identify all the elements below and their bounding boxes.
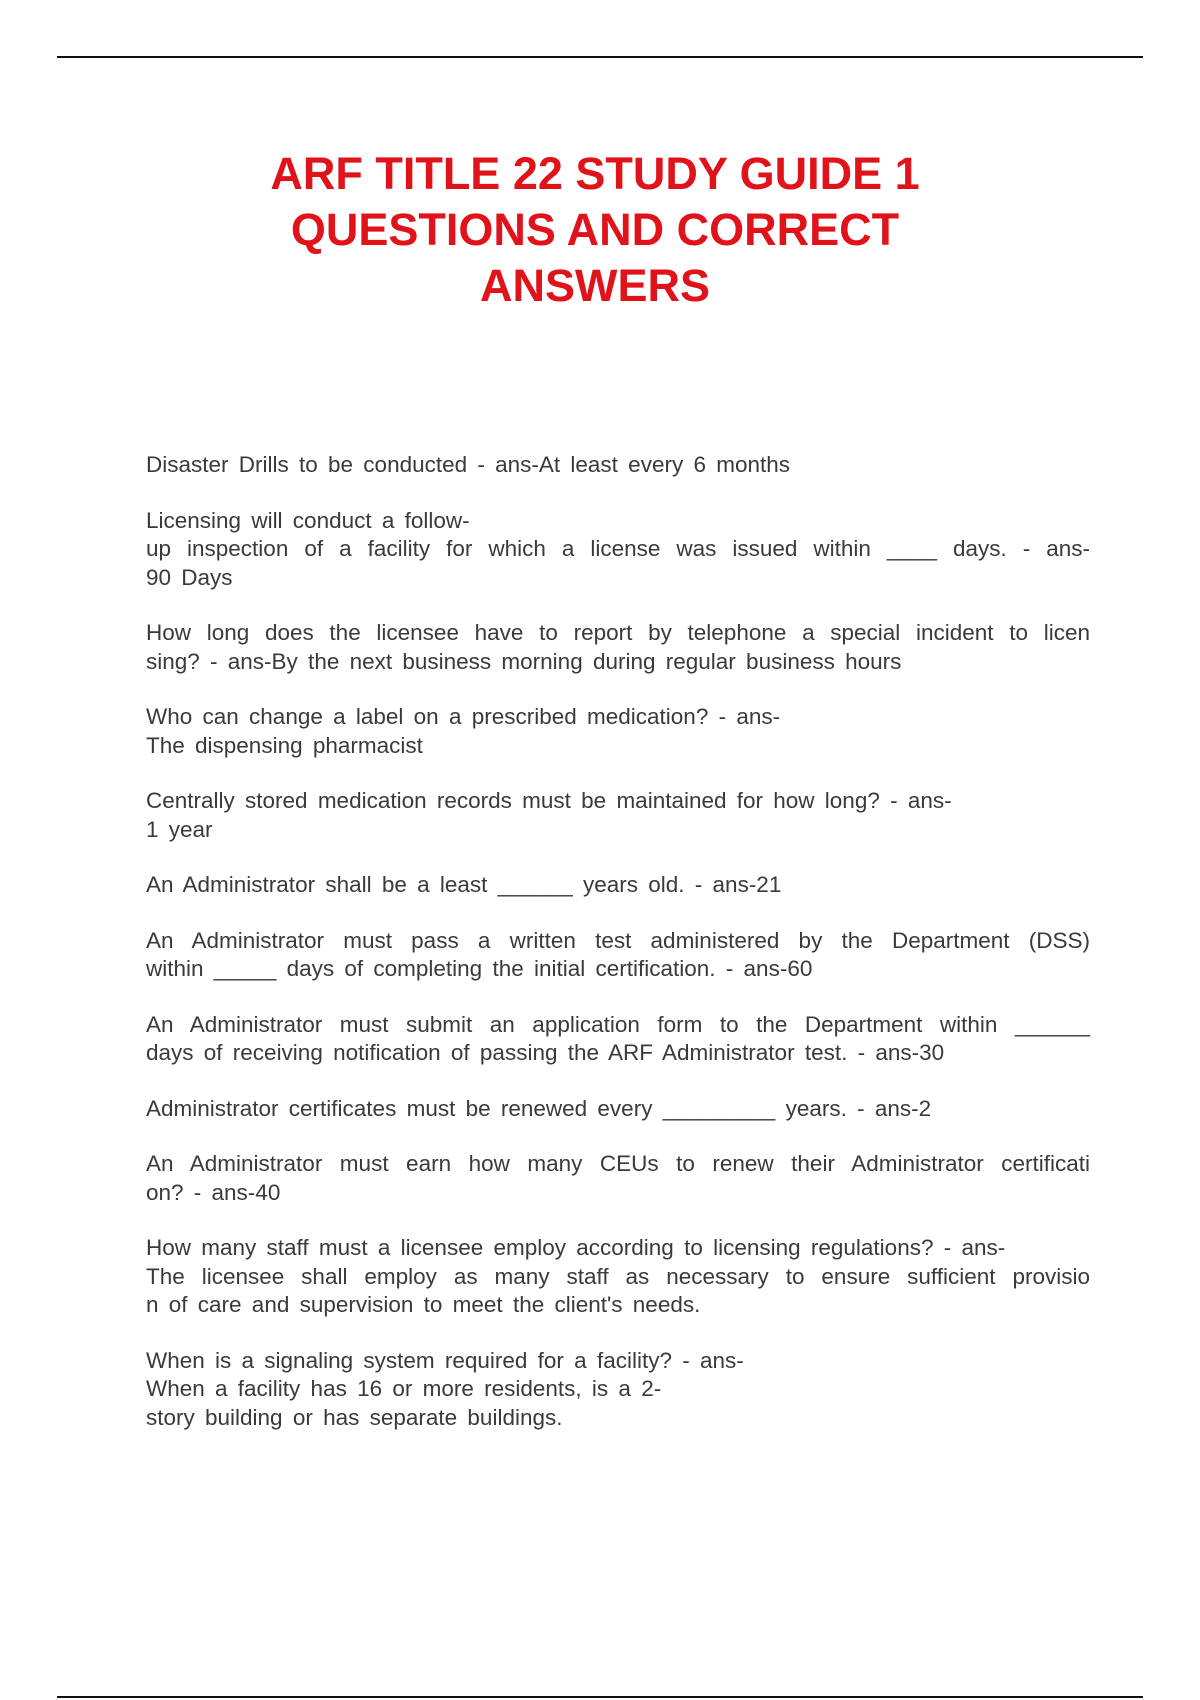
qa-item bbox=[146, 703, 1090, 760]
qa-line: Licensing will conduct a follow- bbox=[146, 507, 470, 533]
qa-line: 90 Days bbox=[146, 564, 233, 590]
top-rule bbox=[57, 56, 1143, 58]
qa-item bbox=[146, 1095, 1090, 1124]
qa-line: An Administrator shall be a least ______ years old. - ans-21 bbox=[146, 872, 782, 897]
qa-line: An Administrator must pass a written test administered by the Department (DSS) bbox=[146, 927, 1090, 953]
qa-item bbox=[146, 1150, 1090, 1207]
qa-line: days of receiving notification of passing the ARF Administrator test. - ans-30 bbox=[146, 1040, 945, 1065]
qa-line: up inspection of a facility for which a license was issued within ____ days. - ans- bbox=[146, 536, 1090, 561]
qa-line: When is a signaling system required for a facility? - ans- bbox=[146, 1347, 744, 1373]
qa-line: When a facility has 16 or more residents, is a 2- bbox=[146, 1376, 662, 1401]
qa-line: How many staff must a licensee employ according to licensing regulations? - ans- bbox=[146, 1235, 1006, 1260]
qa-line: Disaster Drills to be conducted - ans-At least every 6 months bbox=[146, 452, 791, 477]
qa-line: The dispensing pharmacist bbox=[146, 732, 423, 758]
qa-line: The licensee shall employ as many staff as necessary to ensure sufficient provisio bbox=[146, 1263, 1090, 1289]
qa-line: Administrator certificates must be renewed every _________ years. - ans-2 bbox=[146, 1095, 932, 1121]
qa-item bbox=[146, 1011, 1090, 1068]
qa-item bbox=[146, 451, 1090, 480]
qa-line: How long does the licensee have to report by telephone a special incident to licen bbox=[146, 620, 1090, 645]
title-line: ANSWERS bbox=[479, 260, 710, 311]
qa-item bbox=[146, 871, 1090, 900]
qa-line: 1 year bbox=[146, 816, 213, 842]
qa-item bbox=[146, 507, 1090, 593]
document-title bbox=[150, 146, 1040, 314]
qa-line: sing? - ans-By the next business morning during regular business hours bbox=[146, 648, 902, 674]
qa-item bbox=[146, 927, 1090, 984]
qa-line: on? - ans-40 bbox=[146, 1179, 281, 1205]
qa-item bbox=[146, 1234, 1090, 1320]
qa-line: Centrally stored medication records must be maintained for how long? - ans- bbox=[146, 788, 952, 813]
qa-line: Who can change a label on a prescribed medication? - ans- bbox=[146, 704, 781, 729]
title-line: QUESTIONS AND CORRECT bbox=[290, 204, 900, 255]
bottom-rule bbox=[57, 1696, 1143, 1698]
qa-line: within _____ days of completing the initial certification. - ans-60 bbox=[146, 956, 813, 981]
qa-item bbox=[146, 787, 1090, 844]
qa-line: An Administrator must submit an application form to the Department within ______ bbox=[146, 1011, 1090, 1037]
qa-item bbox=[146, 1347, 1090, 1433]
qa-line: n of care and supervision to meet the client's needs. bbox=[146, 1292, 701, 1317]
qa-item bbox=[146, 619, 1090, 676]
title-line: ARF TITLE 22 STUDY GUIDE 1 bbox=[270, 148, 920, 199]
qa-list bbox=[146, 451, 1090, 1459]
qa-line: An Administrator must earn how many CEUs to renew their Administrator certificati bbox=[146, 1151, 1090, 1176]
qa-line: story building or has separate buildings. bbox=[146, 1404, 563, 1430]
